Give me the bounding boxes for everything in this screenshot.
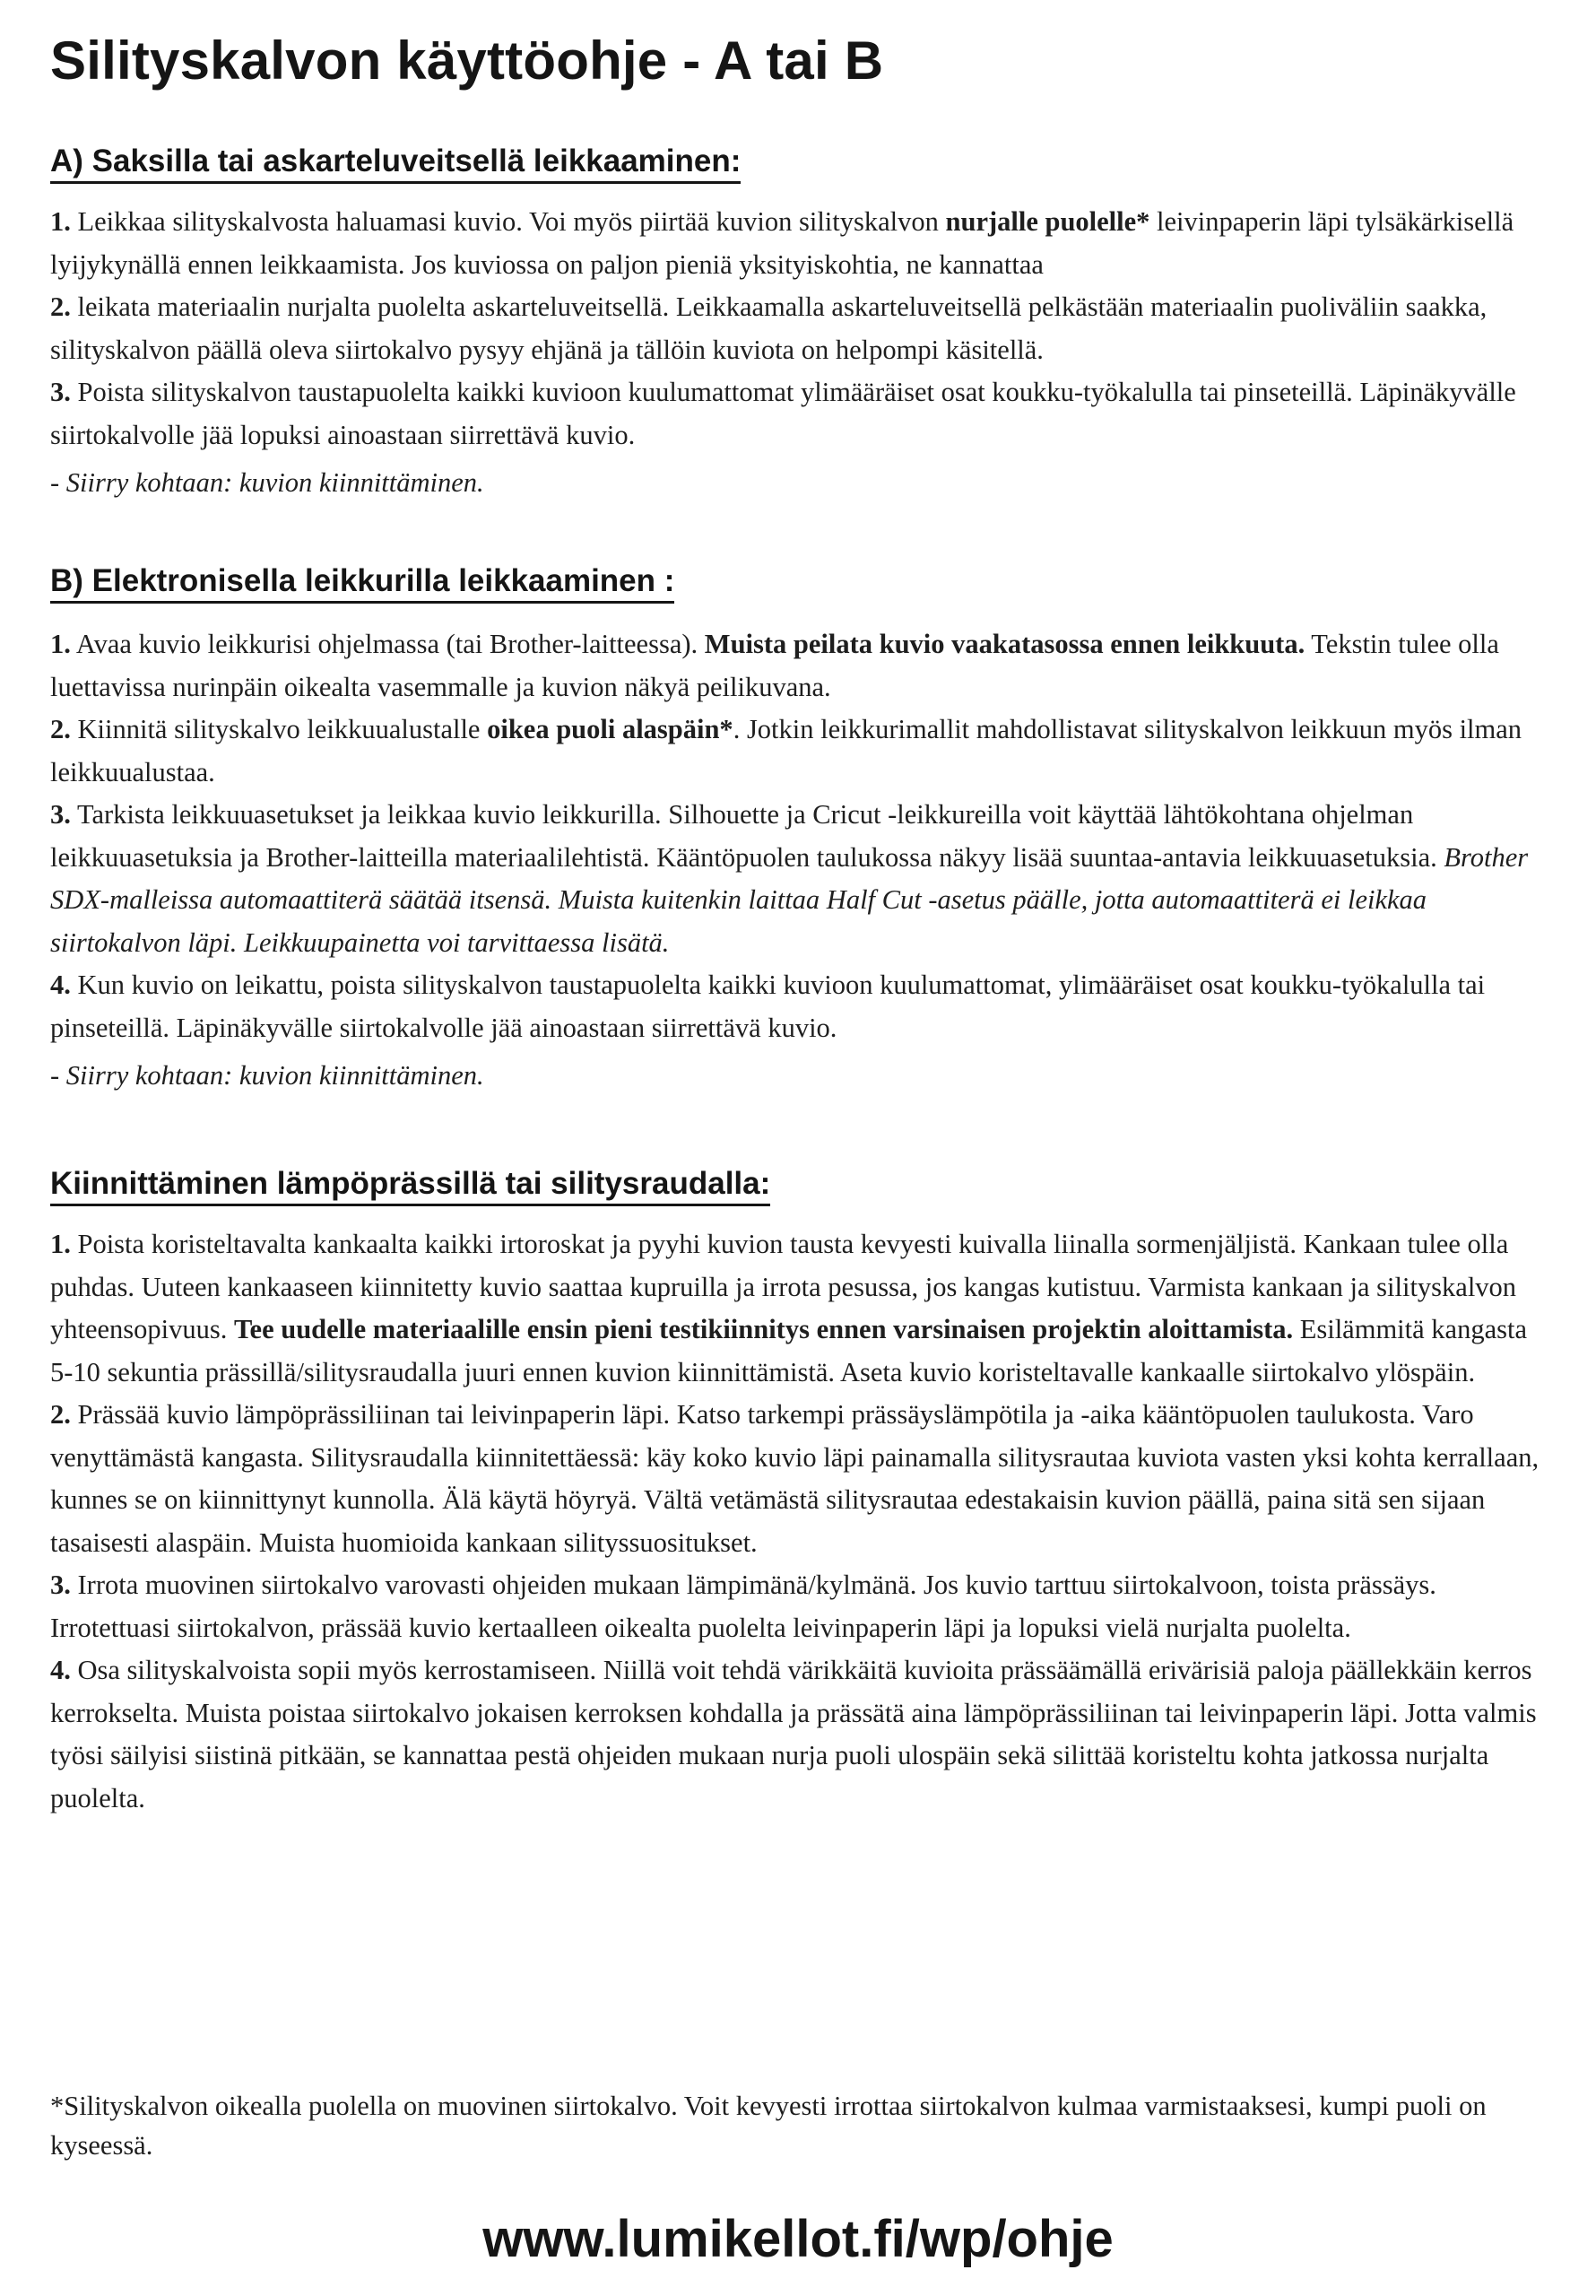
step-number: 2. — [50, 1399, 71, 1430]
section-b-step-2: 2. Kiinnitä silityskalvo leikkuualustalle oikea puoli alaspäin*. Jotkin leikkurimallit mahdollistavat silityskalvon leikkuun myös ilman leikkuualustaa. — [50, 714, 1522, 787]
emphasis-text: oikea puoli alaspäin* — [487, 714, 733, 744]
section-c-step-4: 4. Osa silityskalvoista sopii myös kerrostamiseen. Niillä voit tehdä värikkäitä kuvioita prässäämällä erivärisiä paloja päällekkäin kerros kerrokselta. Muista poistaa siirtokalvo jokaisen kerroksen kohdalla ja prässätä aina lämpöprässiliinan tai leivinpaperin läpi. Jotta valmis työsi säilyisi siistinä pitkään, se kannattaa pestä ohjeiden mukaan nurja puoli ulospäin sekä silittää koristeltu kohta jatkossa nurjalta puolelta. — [50, 1655, 1537, 1813]
section-b-body — [50, 623, 1546, 1098]
section-a-step-2: 2. leikata materiaalin nurjalta puolelta askarteluveitsellä. Leikkaamalla askarteluveitsellä pelkästään materiaalin puoliväliin saakka, silityskalvon päällä oleva siirtokalvo pysyy ehjänä ja tällöin kuviota on helpompi käsitellä. — [50, 291, 1488, 365]
footnote: *Silityskalvon oikealla puolella on muovinen siirtokalvo. Voit kevyesti irrottaa siirtokalvon kulmaa varmistaaksesi, kumpi puoli on kyseessä. — [50, 2091, 1487, 2161]
section-b-step-3: 3. Tarkista leikkuuasetukset ja leikkaa kuvio leikkurilla. Silhouette ja Cricut -leikkureilla voit käyttää lähtökohtana ohjelman leikkuuasetuksia ja Brother-laitteilla materiaalilehtistä. Kääntöpuolen taulukossa näkyy lisää suuntaa-antavia leikkuuasetuksia. Brother SDX-malleissa automaattiterä säätää itsensä. Muista kuitenkin laittaa Half Cut -asetus päälle, jotta automaattiterä ei leikkaa siirtokalvon läpi. Leikkuupainetta voi tarvittaessa lisätä. — [50, 799, 1529, 958]
step-number: 3. — [50, 377, 71, 407]
emphasis-text: nurjalle puolelle* — [945, 206, 1150, 237]
website-url: www.lumikellot.fi/wp/ohje — [482, 2210, 1114, 2268]
section-a-step-3: 3. Poista silityskalvon taustapuolelta kaikki kuvioon kuulumattomat ylimääräiset osat koukku-työkalulla tai pinseteillä. Läpinäkyvälle siirtokalvolle jää lopuksi ainoastaan siirrettävä kuvio. — [50, 377, 1516, 450]
step-number: 2. — [50, 714, 71, 744]
section-a-heading: A) Saksilla tai askarteluveitsellä leikkaaminen: — [50, 142, 741, 184]
section-b-heading: B) Elektronisella leikkurilla leikkaaminen : — [50, 561, 674, 604]
step-number: 1. — [50, 1229, 71, 1259]
section-a-step-1: 1. Leikkaa silityskalvosta haluamasi kuvio. Voi myös piirtää kuvion silityskalvon nurjalle puolelle* leivinpaperin läpi tylsäkärkisellä lyijykynällä ennen leikkaamista. Jos kuviossa on paljon pieniä yksityiskohtia, ne kannattaa — [50, 206, 1514, 280]
step-number: 1. — [50, 206, 71, 237]
section-a-body — [50, 201, 1546, 505]
section-b-step-4: 4. Kun kuvio on leikattu, poista silityskalvon taustapuolelta kaikki kuvioon kuulumattomat, ylimääräiset osat koukku-työkalulla tai pinseteillä. Läpinäkyvälle siirtokalvolle jää ainoastaan siirrettävä kuvio. — [50, 970, 1486, 1043]
section-c-step-1: 1. Poista koristeltavalta kankaalta kaikki irtoroskat ja pyyhi kuvion tausta kevyesti kuivalla liinalla sormenjäljistä. Kankaan tulee olla puhdas. Uuteen kankaaseen kiinnitetty kuvio saattaa kupruilla ja irrota pesussa, jos kangas kutistuu. Varmista kankaan ja silityskalvon yhteensopivuus. Tee uudelle materiaalille ensin pieni testikiinnitys ennen varsinaisen projektin aloittamista. Esilämmitä kangasta 5-10 sekuntia prässillä/silitysraudalla juuri ennen kuvion kiinnittämistä. Aseta kuvio koristeltavalle kankaalle siirtokalvo ylöspäin. — [50, 1229, 1527, 1387]
step-number: 4. — [50, 1655, 71, 1685]
step-number: 3. — [50, 799, 71, 830]
step-number: 2. — [50, 291, 71, 322]
step-number: 4. — [50, 970, 71, 1000]
section-b-redirect: - Siirry kohtaan: kuvion kiinnittäminen. — [50, 1060, 484, 1091]
section-b-step-1: 1. Avaa kuvio leikkurisi ohjelmassa (tai Brother-laitteessa). Muista peilata kuvio vaakatasossa ennen leikkuuta. Tekstin tulee olla luettavissa nurinpäin oikealta vasemmalle ja kuvion näkyä peilikuvana. — [50, 629, 1499, 702]
page-title: Silityskalvon käyttöohje - A tai B — [50, 30, 884, 91]
step-number: 1. — [50, 629, 71, 659]
emphasis-text: Muista peilata kuvio vaakatasossa ennen leikkuuta. — [704, 629, 1305, 659]
section-c-step-3: 3. Irrota muovinen siirtokalvo varovasti ohjeiden mukaan lämpimänä/kylmänä. Jos kuvio tarttuu siirtokalvoon, toista prässäys. Irrotettuasi siirtokalvon, prässää kuvio kertaalleen oikealta puolelta leivinpaperin läpi ja lopuksi vielä nurjalta puolelta. — [50, 1570, 1436, 1643]
step-number: 3. — [50, 1570, 71, 1600]
section-c-heading: Kiinnittäminen lämpöprässillä tai silitysraudalla: — [50, 1164, 770, 1206]
section-a-redirect: - Siirry kohtaan: kuvion kiinnittäminen. — [50, 467, 484, 498]
emphasis-text: Tee uudelle materiaalille ensin pieni testikiinnitys ennen varsinaisen projektin aloittamista. — [234, 1314, 1294, 1344]
italic-note: Brother SDX-malleissa automaattiterä säätää itsensä. Muista kuitenkin laittaa Half Cut -asetus päälle, jotta automaattiterä ei leikkaa siirtokalvon läpi. Leikkuupainetta voi tarvittaessa lisätä. — [50, 841, 1529, 958]
section-c-step-2: 2. Prässää kuvio lämpöprässiliinan tai leivinpaperin läpi. Katso tarkempi prässäyslämpötila ja -aika kääntöpuolen taulukosta. Varo venyttämästä kangasta. Silitysraudalla kiinnitettäessä: käy koko kuvio läpi painamalla silitysrautaa kuviota vasten yksi kohta kerrallaan, kunnes se on kiinnittynyt kunnolla. Älä käytä höyryä. Vältä vetämästä silitysrautaa edestakaisin kuvion päällä, paina sitä sen sijaan tasaisesti alaspäin. Muista huomioida kankaan silityssuositukset. — [50, 1399, 1540, 1558]
section-c-body — [50, 1223, 1546, 1820]
